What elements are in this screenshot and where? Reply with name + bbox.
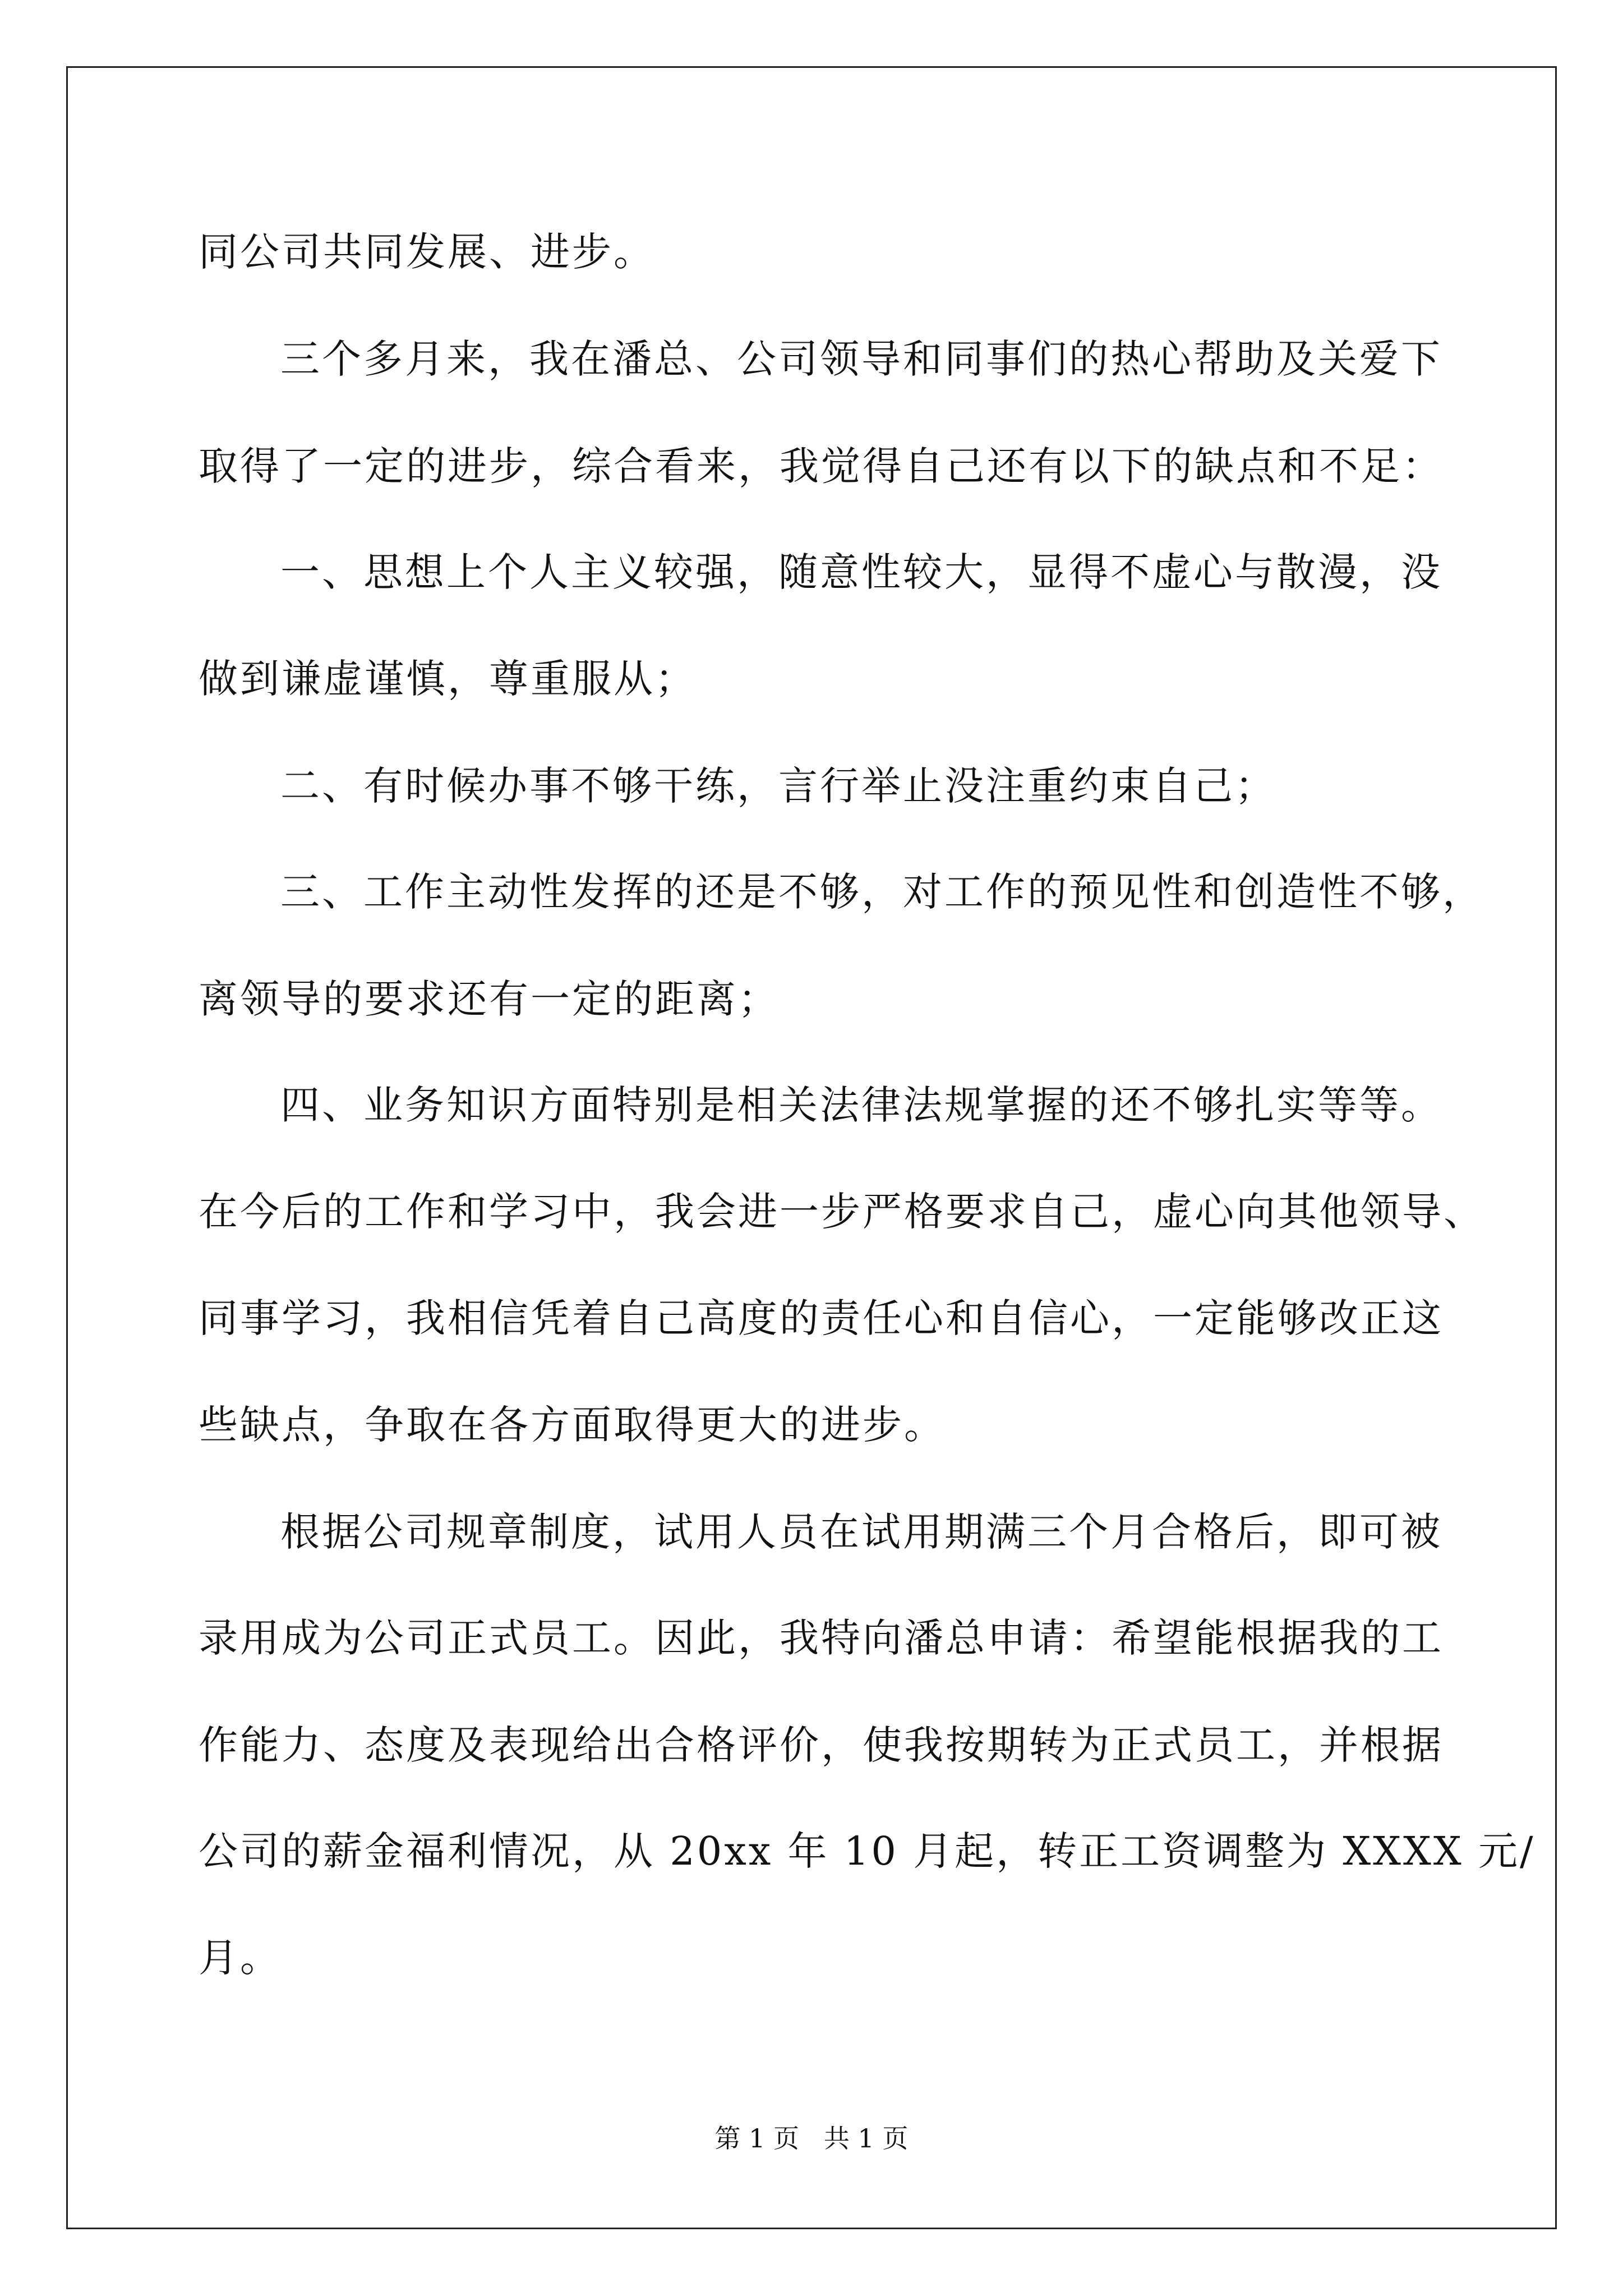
text-line: 公司的薪金福利情况，从 20xx 年 10 月起，转正工资调整为 XXXX 元/ [199, 1828, 1536, 1874]
text-line: 同事学习，我相信凭着自己高度的责任心和自信心，一定能够改正这 [199, 1295, 1444, 1341]
text-line: 月。 [199, 1935, 282, 1981]
text-line: 做到谦虚谨慎，尊重服从； [199, 656, 697, 702]
page-footer: 第 1 页 共 1 页 [714, 2123, 909, 2154]
text-line: 录用成为公司正式员工。因此，我特向潘总申请：希望能根据我的工 [199, 1615, 1444, 1661]
text-line: 离领导的要求还有一定的距离； [199, 976, 780, 1022]
text-line: 根据公司规章制度，试用人员在试用期满三个月合格后，即可被 [280, 1509, 1442, 1555]
text-line: 三、工作主动性发挥的还是不够，对工作的预见性和创造性不够， [280, 869, 1484, 915]
text-line: 在今后的工作和学习中，我会进一步严格要求自己，虚心向其他领导、 [199, 1189, 1485, 1235]
page-border [66, 66, 1557, 2229]
text-line: 三个多月来，我在潘总、公司领导和同事们的热心帮助及关爱下 [280, 336, 1442, 382]
text-line: 一、思想上个人主义较强，随意性较大，显得不虚心与散漫，没 [280, 549, 1442, 595]
text-line: 二、有时候办事不够干练，言行举止没注重约束自己； [280, 763, 1276, 809]
text-line: 取得了一定的进步，综合看来，我觉得自己还有以下的缺点和不足： [199, 443, 1444, 489]
text-line: 四、业务知识方面特别是相关法律法规掌握的还不够扎实等等。 [280, 1082, 1442, 1128]
text-line: 些缺点，争取在各方面取得更大的进步。 [199, 1402, 946, 1448]
text-line: 作能力、态度及表现给出合格评价，使我按期转为正式员工，并根据 [199, 1722, 1444, 1768]
text-line: 同公司共同发展、进步。 [199, 229, 655, 275]
